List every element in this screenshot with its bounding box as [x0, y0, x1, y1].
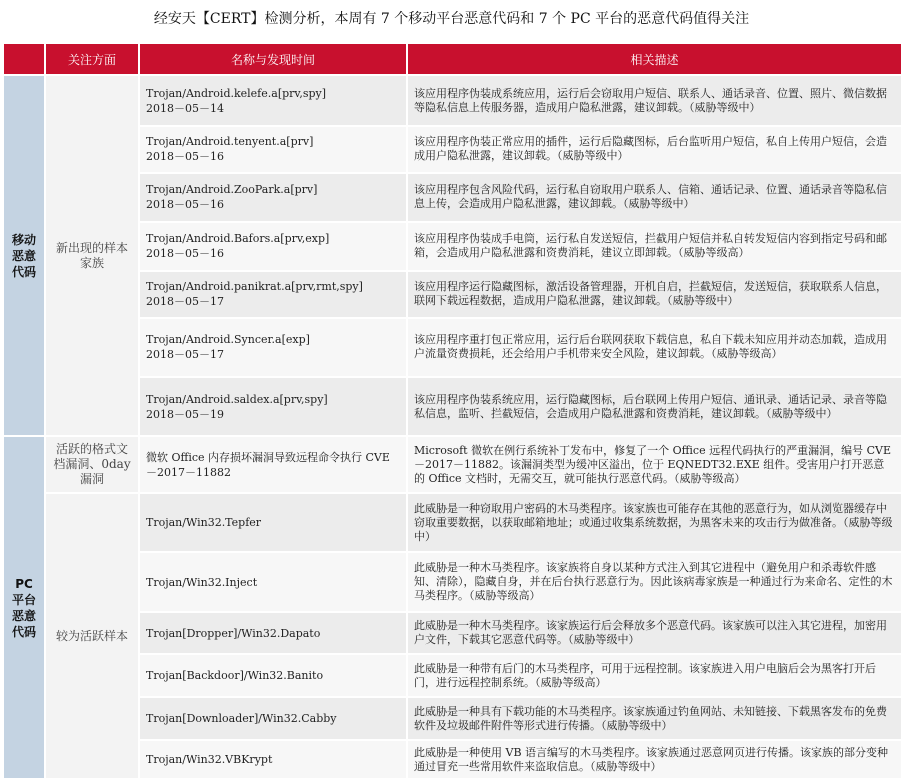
family-pc-vuln: 活跃的格式文档漏洞、0day 漏洞: [45, 436, 139, 493]
sample-description: 该应用程序伪装正常应用的插件，运行后隐藏图标，后台监听用户短信，私自上传用户短信，会造成用户隐私泄露，建议卸载。（威胁等级中）: [407, 126, 902, 173]
sample-name: Trojan/Android.tenyent.a[prv] 2018－05－16: [139, 126, 407, 173]
category-pc: PC平台恶意代码: [3, 436, 45, 779]
sample-description: 该应用程序运行隐藏图标，激活设备管理器，开机自启，拦截短信，发送短信，获取联系人信息，联网下载远程数据，造成用户隐私泄露，建议卸载。（威胁等级中）: [407, 271, 902, 318]
sample-description: 此威胁是一种窃取用户密码的木马类程序。该家族也可能存在其他的恶意行为，如从浏览器缓存中窃取重要数据，以获取邮箱地址；或通过收集系统数据，为黑客未来的攻击行为做准备。（威胁等级中）: [407, 493, 902, 552]
sample-name: Trojan/Android.Bafors.a[prv,exp] 2018－05－16: [139, 222, 407, 271]
family-mobile-new: 新出现的样本家族: [45, 75, 139, 436]
vuln-name: 微软 Office 内存损坏漏洞导致远程命令执行 CVE－2017－11882: [139, 436, 407, 493]
sample-description: 该应用程序伪装系统应用，运行隐藏图标，后台联网上传用户短信、通讯录、通话记录、录音等隐私信息，监听、拦截短信，会造成用户隐私泄露和资费消耗，建议卸载。（威胁等级中）: [407, 377, 902, 436]
header-name-date: 名称与发现时间: [139, 43, 407, 75]
sample-description: 该应用程序重打包正常应用，运行后台联网获取下载信息，私自下载未知应用并动态加载，造成用户流量资费损耗，还会给用户手机带来安全风险，建议卸载。（威胁等级高）: [407, 318, 902, 377]
sample-name: Trojan/Android.kelefe.a[prv,spy] 2018－05－14: [139, 75, 407, 126]
sample-description: 此威胁是一种使用 VB 语言编写的木马类程序。该家族通过恶意网页进行传播。该家族的部分变种通过冒充一些常用软件来盗取信息。（威胁等级中）: [407, 740, 902, 779]
sample-description: 该应用程序伪装成手电筒，运行私自发送短信，拦截用户短信并私自转发短信内容到指定号码和邮箱，会造成用户隐私泄露和资费消耗，建议立即卸载。（威胁等级高）: [407, 222, 902, 271]
sample-name: Trojan/Win32.Tepfer: [139, 493, 407, 552]
caption: 经安天【CERT】检测分析，本周有 7 个移动平台恶意代码和 7 个 PC 平台的恶意代码值得关注: [153, 11, 750, 27]
vuln-description: Microsoft 微软在例行系统补丁发布中，修复了一个 Office 远程代码执行的严重漏洞，编号 CVE－2017－11882。该漏洞类型为缓冲区溢出，位于 EQNEDT32.EXE 组件。受害用户打开恶意的 Office 文档时，无需交互，就可能执行恶意代码。（威胁等级高）: [407, 436, 902, 493]
sample-name: Trojan/Android.ZooPark.a[prv] 2018－05－16: [139, 173, 407, 222]
sample-name: Trojan[Backdoor]/Win32.Banito: [139, 654, 407, 697]
header-focus: 关注方面: [45, 43, 139, 75]
sample-name: Trojan/Android.saldex.a[prv,spy] 2018－05－19: [139, 377, 407, 436]
sample-name: Trojan/Android.panikrat.a[prv,rmt,spy] 2018－05－17: [139, 271, 407, 318]
sample-description: 该应用程序包含风险代码，运行私自窃取用户联系人、信箱、通话记录、位置、通话录音等隐私信息上传，会造成用户隐私泄露，建议卸载。（威胁等级中）: [407, 173, 902, 222]
sample-description: 此威胁是一种木马类程序。该家族将自身以某种方式注入到其它进程中（避免用户和杀毒软件感知、清除），隐藏自身，并在后台执行恶意行为。因此该病毒家族是一种通过行为来命名、定性的木马类程序。（威胁等级高）: [407, 552, 902, 611]
sample-description: 此威胁是一种带有后门的木马类程序，可用于远程控制。该家族进入用户电脑后会为黑客打开后门，进行远程控制系统。（威胁等级高）: [407, 654, 902, 697]
sample-name: Trojan[Downloader]/Win32.Cabby: [139, 697, 407, 740]
header-blank: [3, 43, 45, 75]
table-row: [3, 493, 902, 552]
sample-name: Trojan/Android.Syncer.a[exp] 2018－05－17: [139, 318, 407, 377]
sample-description: 此威胁是一种木马类程序。该家族运行后会释放多个恶意代码。该家族可以注入其它进程，加密用户文件，下载其它恶意代码等。（威胁等级中）: [407, 612, 902, 655]
header-description: 相关描述: [407, 43, 902, 75]
threat-table: [2, 42, 903, 780]
table-row: [3, 436, 902, 493]
table-row: [3, 75, 902, 126]
header-row: [3, 43, 902, 75]
sample-name: Trojan/Win32.Inject: [139, 552, 407, 611]
sample-name: Trojan/Win32.VBKrypt: [139, 740, 407, 779]
category-mobile: 移动恶意代码: [3, 75, 45, 436]
sample-description: 该应用程序伪装成系统应用，运行后会窃取用户短信、联系人、通话录音、位置、照片、微信数据等隐私信息上传服务器，造成用户隐私泄露，建议卸载。（威胁等级中）: [407, 75, 902, 126]
sample-description: 此威胁是一种具有下载功能的木马类程序。该家族通过钓鱼网站、未知链接、下载黑客发布的免费软件及垃圾邮件附件等形式进行传播。（威胁等级中）: [407, 697, 902, 740]
sample-name: Trojan[Dropper]/Win32.Dapato: [139, 612, 407, 655]
family-pc-active: 较为活跃样本: [45, 493, 139, 779]
